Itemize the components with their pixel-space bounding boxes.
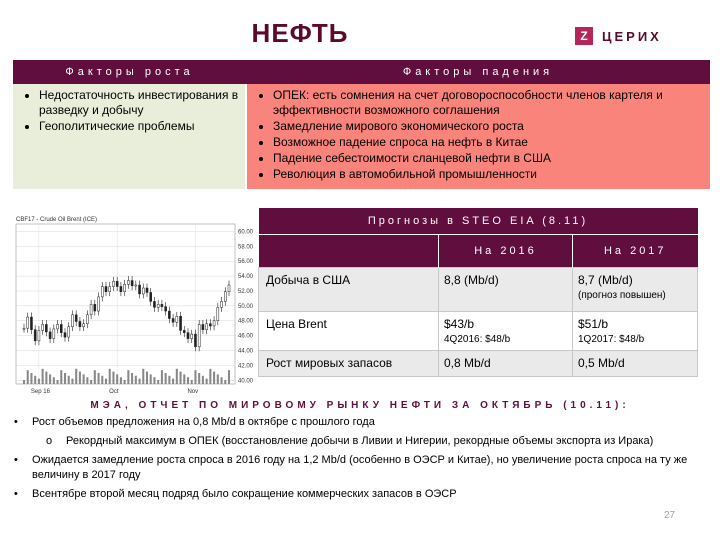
volume-bar: [68, 376, 70, 384]
volume-bar: [49, 374, 51, 384]
candle-body: [120, 287, 122, 292]
volume-bar: [38, 379, 40, 384]
bullet-glyph: •: [14, 454, 18, 466]
volume-bar: [146, 372, 148, 384]
volume-bar: [172, 379, 174, 384]
volume-bar: [157, 380, 159, 384]
col-2016-header: На 2016: [439, 235, 573, 268]
volume-bar: [71, 379, 73, 384]
candle-body: [161, 304, 163, 306]
volume-bar: [206, 379, 208, 384]
y-tick-label: 46.00: [238, 333, 253, 340]
candle-body: [116, 281, 118, 286]
volume-bar: [105, 379, 107, 384]
candle-body: [101, 287, 103, 297]
company-logo: [575, 27, 662, 45]
y-tick-label: 44.00: [238, 348, 253, 355]
volume-bar: [127, 370, 129, 384]
bullet-text: Рекордный максимум в ОПЕК (восстановление добычи в Ливии и Нигерии, рекордные объемы экспорта из Ирака): [66, 435, 654, 447]
report-bullet: [14, 487, 704, 502]
forecast-header: Прогнозы в STEO EIA (8.11): [259, 208, 698, 235]
row-label: Рост мировых запасов: [259, 351, 439, 377]
y-tick-label: 58.00: [238, 244, 253, 251]
candle-body: [112, 281, 114, 286]
candle-body: [209, 324, 211, 326]
logo-mark: Z: [575, 27, 593, 45]
y-tick-label: 42.00: [238, 363, 253, 370]
fall-factors-header: Факторы падения: [246, 60, 710, 84]
report-notes: [14, 415, 704, 506]
candle-body: [168, 311, 170, 318]
volume-bar: [42, 369, 44, 384]
volume-bar: [180, 372, 182, 384]
candle-body: [53, 329, 55, 339]
row-label: Цена Brent: [259, 312, 439, 351]
volume-bar: [191, 380, 193, 384]
value-text: 0,8 Mb/d: [444, 356, 491, 370]
value-2017: [573, 268, 698, 312]
candle-body: [38, 330, 40, 340]
candle-body: [23, 328, 25, 329]
volume-bar: [124, 380, 126, 384]
value-2016: [439, 351, 573, 377]
volume-bar: [202, 376, 204, 384]
volume-bar: [94, 370, 96, 384]
candle-body: [57, 324, 59, 328]
volume-bar: [221, 377, 223, 384]
y-tick-label: 48.00: [238, 318, 253, 325]
candle-body: [105, 287, 107, 292]
candle-body: [42, 324, 44, 330]
sub-bullet-glyph: o: [46, 435, 53, 447]
candle-body: [153, 301, 155, 307]
candle-body: [165, 307, 167, 311]
y-tick-label: 40.00: [238, 378, 253, 385]
candle-body: [142, 288, 144, 294]
volume-bar: [34, 376, 36, 384]
volume-bar: [165, 373, 167, 384]
candle-body: [34, 330, 36, 341]
candle-body: [213, 321, 215, 326]
value-2016: [439, 312, 573, 351]
x-tick-label: Oct: [109, 389, 119, 395]
volume-bar: [153, 377, 155, 384]
volume-bar: [90, 380, 92, 384]
value-note: 4Q2016: $48/b: [444, 334, 511, 345]
volume-bar: [209, 369, 211, 384]
candle-body: [183, 330, 185, 332]
factors-table: [13, 60, 710, 189]
candle-body: [187, 333, 189, 339]
volume-bar: [30, 373, 32, 384]
volume-bar: [217, 374, 219, 384]
candle-body: [71, 315, 73, 327]
candle-body: [198, 324, 200, 346]
volume-bar: [194, 370, 196, 384]
logo-text: ЦЕРИХ: [602, 28, 662, 44]
value-2016: [439, 268, 573, 312]
bullet-glyph: •: [14, 488, 18, 500]
value-2017: [573, 312, 698, 351]
value-text: $51/b: [578, 317, 609, 331]
candle-body: [60, 324, 62, 332]
volume-bar: [109, 369, 111, 384]
value-text: 0,5 Mb/d: [578, 356, 625, 370]
forecast-corner: [259, 235, 439, 268]
candle-body: [202, 324, 204, 329]
volume-bar: [116, 374, 118, 384]
page-number: 27: [664, 510, 676, 521]
volume-bar: [150, 374, 152, 384]
volume-bar: [64, 373, 66, 384]
volume-bar: [228, 370, 230, 384]
col-2017-header: На 2017: [573, 235, 698, 268]
volume-bar: [79, 372, 81, 384]
y-tick-label: 56.00: [238, 259, 253, 266]
y-tick-label: 52.00: [238, 288, 253, 295]
value-2017: [573, 351, 698, 377]
bullet-text: Ожидается замедление роста спроса в 2016 году на 1,2 Mb/d (особенно в ОЭСР и Китае), но увеличение роста спроса на ту же величину в 2017 году: [32, 454, 688, 481]
volume-bar: [161, 370, 163, 384]
volume-bar: [98, 373, 100, 384]
volume-bar: [183, 374, 185, 384]
growth-factors-header: Факторы роста: [13, 60, 246, 84]
candle-body: [45, 324, 47, 331]
row-label: Добыча в США: [259, 268, 439, 312]
report-subbullet: [14, 434, 704, 449]
brent-price-chart: [13, 212, 253, 400]
growth-factors-cell: [13, 84, 246, 189]
candle-body: [86, 315, 88, 324]
candle-body: [135, 285, 137, 286]
candle-body: [75, 315, 77, 322]
candle-body: [221, 301, 223, 307]
candle-body: [30, 317, 32, 330]
candle-body: [217, 307, 219, 320]
volume-bar: [75, 369, 77, 384]
candle-body: [64, 333, 66, 337]
volume-bar: [198, 373, 200, 384]
volume-bar: [131, 373, 133, 384]
value-text: 8,8 (Mb/d): [444, 273, 499, 287]
value-text: 8,7 (Mb/d): [578, 273, 633, 287]
volume-bar: [27, 370, 29, 384]
x-tick-label: Nov: [187, 389, 199, 395]
candle-body: [90, 304, 92, 314]
candle-body: [157, 304, 159, 307]
volume-bar: [101, 376, 103, 384]
volume-bar: [83, 374, 85, 384]
candle-body: [139, 285, 141, 294]
value-note: (прогноз повышен): [578, 290, 666, 301]
candle-body: [127, 281, 129, 285]
report-bullet: [14, 415, 704, 430]
candle-body: [79, 321, 81, 326]
candle-body: [172, 319, 174, 323]
candle-body: [191, 334, 193, 338]
volume-bar: [120, 377, 122, 384]
volume-bar: [112, 372, 114, 384]
candle-body: [124, 284, 126, 291]
report-bullet: [14, 453, 704, 483]
y-tick-label: 54.00: [238, 274, 253, 281]
report-title: МЭА, ОТЧЕТ ПО МИРОВОМУ РЫНКУ НЕФТИ ЗА ОКТЯБРЬ (10.11):: [90, 400, 630, 411]
page-title: НЕФТЬ: [251, 18, 349, 48]
candle-body: [49, 332, 51, 339]
candle-body: [150, 292, 152, 301]
candle-body: [94, 304, 96, 311]
candle-body: [146, 288, 148, 292]
value-note: 1Q2017: $48/b: [578, 334, 645, 345]
fall-factor-item: • Революция в автомобильной промышленности: [273, 167, 706, 182]
chart-plot-area: [16, 224, 235, 384]
candle-body: [68, 327, 70, 337]
volume-bar: [23, 380, 25, 384]
fall-factor-item: • Замедление мирового экономического роста: [273, 119, 706, 134]
fall-factor-item: • Падение себестоимости сланцевой нефти в США: [273, 151, 706, 166]
bullet-text: Всентябре второй месяц подряд было сокращение коммерческих запасов в ОЭСР: [32, 488, 457, 500]
candle-body: [206, 324, 208, 330]
volume-bar: [139, 379, 141, 384]
bullet-text: Рост объемов предложения на 0,8 Mb/d в октябре с прошлого года: [32, 416, 375, 428]
fall-factors-cell: [246, 84, 710, 189]
growth-factor-item: • Геополитические проблемы: [39, 119, 241, 134]
candle-body: [98, 297, 100, 311]
candle-body: [27, 317, 29, 328]
volume-bar: [224, 380, 226, 384]
x-tick-label: Sep 16: [30, 389, 50, 395]
volume-bar: [135, 376, 137, 384]
chart-title: CBF17 - Crude Oil Brent (ICE): [16, 217, 98, 223]
value-text: $43/b: [444, 317, 475, 331]
candle-body: [83, 324, 85, 327]
volume-bar: [53, 377, 55, 384]
bullet-glyph: •: [14, 416, 18, 428]
forecast-table: [258, 208, 698, 377]
candle-body: [194, 334, 196, 347]
y-tick-label: 60.00: [238, 229, 253, 236]
candle-body: [131, 281, 133, 286]
growth-factor-item: • Недостаточность инвестирования в разведку и добычу: [39, 88, 241, 118]
fall-factor-item: • ОПЕК: есть сомнения на счет договороспособности членов картеля и эффективности возможного соглашения: [273, 88, 706, 118]
y-tick-label: 50.00: [238, 303, 253, 310]
volume-bar: [187, 377, 189, 384]
volume-bar: [57, 380, 59, 384]
candle-body: [109, 287, 111, 292]
candle-body: [224, 292, 226, 302]
fall-factor-item: • Возможное падение спроса на нефть в Китае: [273, 135, 706, 150]
volume-bar: [86, 377, 88, 384]
candle-body: [180, 316, 182, 330]
volume-bar: [168, 376, 170, 384]
candle-body: [228, 285, 230, 292]
candle-body: [176, 316, 178, 322]
volume-bar: [176, 369, 178, 384]
volume-bar: [60, 370, 62, 384]
volume-bar: [45, 372, 47, 384]
volume-bar: [142, 369, 144, 384]
volume-bar: [213, 372, 215, 384]
